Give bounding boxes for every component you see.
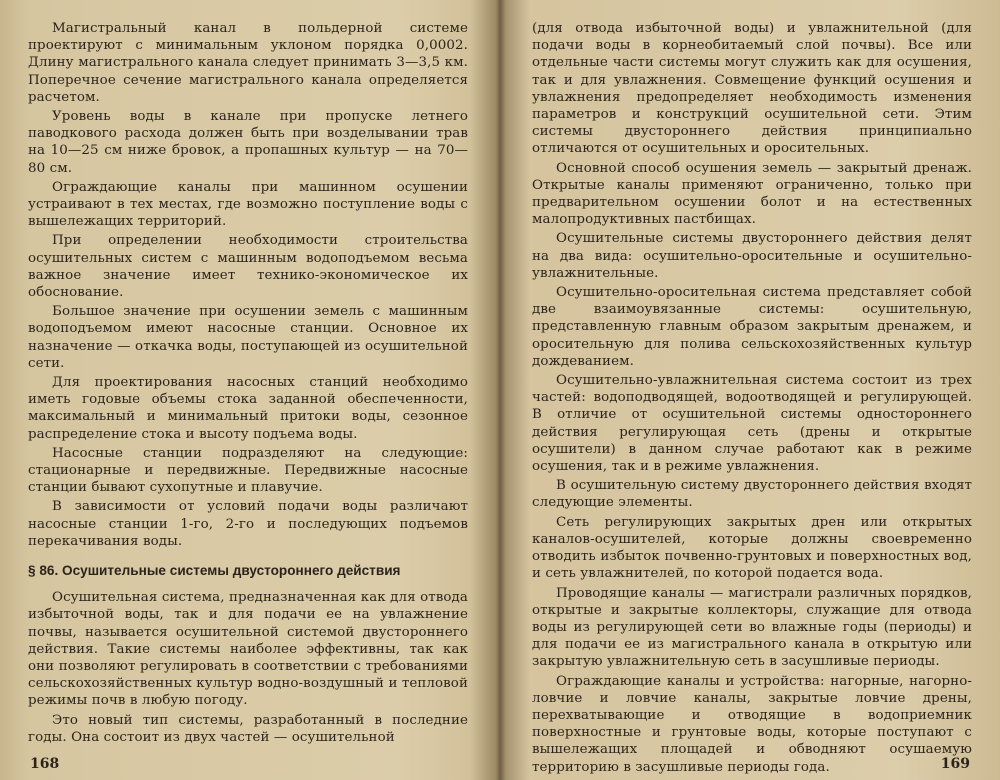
- left-paragraph-4: При определении необходимости строительства осушительных систем с машинным водоподъемом весьма важное значение имеет технико-экономическое их обоснование.: [28, 233, 468, 301]
- right-paragraph-6: Сеть регулирующих закрытых дрен или открытых каналов-осушителей, которые должны своевременно отводить избыток почвенно-грунтовых и поверхностных вод, и сеть увлажнителей, по которой подается вода.: [532, 514, 972, 582]
- right-paragraph-8: Ограждающие каналы и устройства: нагорные, нагорно-ловчие и ловчие каналы, закрытые ловчие дрены, перехватывающие и отводящие в водоприемник поверхностные и грунтовые воды, которые поступают с вышележащих площадей и обводняют осушаемую территорию в засушливые периоды года.: [532, 673, 972, 775]
- left-page: [28, 20, 468, 775]
- right-paragraph-continuation: (для отвода избыточной воды) и увлажнительной (для подачи воды в корнеобитаемый слой почвы). Все или отдельные части системы могут служить как для осушения, так и для увлажнения. Совмещение функций осушения и увлажнения предопределяет необходимость изменения параметров и конструкций осушительной сети. Этим системы двустороннего действия принципиально отличаются от осушительных и оросительных.: [532, 21, 972, 157]
- left-paragraph-3: Ограждающие каналы при машинном осушении устраивают в тех местах, где возможно поступление воды с вышележащих территорий.: [28, 179, 468, 230]
- left-page-number: 168: [30, 756, 60, 772]
- left-paragraph-9: Осушительная система, предназначенная как для отвода избыточной воды, так и для подачи ее на увлажнение почвы, называется осушительной системой двустороннего действия. Такие системы наиболее эффективны, так как они позволяют регулировать в соответствии с требованиями сельскохозяйственных культур водно-воздушный и тепловой режимы почв в любую погоду.: [28, 590, 468, 709]
- right-paragraph-1: Основной способ осушения земель — закрытый дренаж. Открытые каналы применяют ограниченно, только при предварительном осушении болот и на естественных малопродуктивных пастбищах.: [532, 160, 972, 228]
- right-page: [532, 20, 972, 775]
- left-paragraph-8: В зависимости от условий подачи воды различают насосные станции 1-го, 2-го и последующих подъемов перекачивания воды.: [28, 499, 468, 549]
- right-paragraph-4: Осушительно-увлажнительная система состоит из трех частей: водоподводящей, водоотводящей и регулирующей. В отличие от осушительной системы одностороннего действия регулирующая сеть (дрены и открытые осушители) в данном случае работают как в режиме осушения, так и в режиме увлажнения.: [532, 373, 972, 475]
- section-heading: § 86. Осушительные системы двустороннего действия: [28, 563, 401, 579]
- left-paragraph-5: Большое значение при осушении земель с машинным водоподъемом имеют насосные станции. Основное их назначение — откачка воды, поступающей из осушительной сети.: [28, 304, 468, 371]
- right-paragraph-5: В осушительную систему двустороннего действия входят следующие элементы.: [532, 478, 972, 511]
- left-paragraph-7: Насосные станции подразделяют на следующие: стационарные и передвижные. Передвижные насосные станции бывают сухопутные и плавучие.: [28, 445, 468, 496]
- left-paragraph-10: Это новый тип системы, разработанный в последние годы. Она состоит из двух частей — осушительной: [28, 712, 468, 745]
- right-paragraph-2: Осушительные системы двустороннего действия делят на два вида: осушительно-оросительные и осушительно-увлажнительные.: [532, 231, 972, 281]
- left-paragraph-2: Уровень воды в канале при пропуске летнего паводкового расхода должен быть при возделывании трав на 10—25 см ниже бровок, а пропашных культур — на 70—80 см.: [28, 109, 468, 176]
- right-page-number: 169: [940, 756, 970, 772]
- left-paragraph-1: Магистральный канал в польдерной системе проектируют с минимальным уклоном порядка 0,0002. Длину магистрального канала следует принимать 3—3,5 км. Поперечное сечение магистрального канала определяется расчетом.: [28, 21, 468, 105]
- right-paragraph-3: Осушительно-оросительная система представляет собой две взаимоувязанные системы: осушительную, представленную главным образом закрытым дренажем, и оросительную для полива сельскохозяйственных культур дождеванием.: [532, 285, 972, 369]
- right-paragraph-7: Проводящие каналы — магистрали различных порядков, открытые и закрытые коллекторы, служащие для отвода воды из регулирующей сети во влажные годы (периоды) и для подачи ее из магистрального канала в открытую или закрытую увлажнительную сеть в засушливые периоды.: [532, 585, 972, 670]
- left-paragraph-6: Для проектирования насосных станций необходимо иметь годовые объемы стока заданной обеспеченности, максимальный и минимальный притоки воды, сезонное распределение стока и высоту подъема воды.: [28, 375, 468, 442]
